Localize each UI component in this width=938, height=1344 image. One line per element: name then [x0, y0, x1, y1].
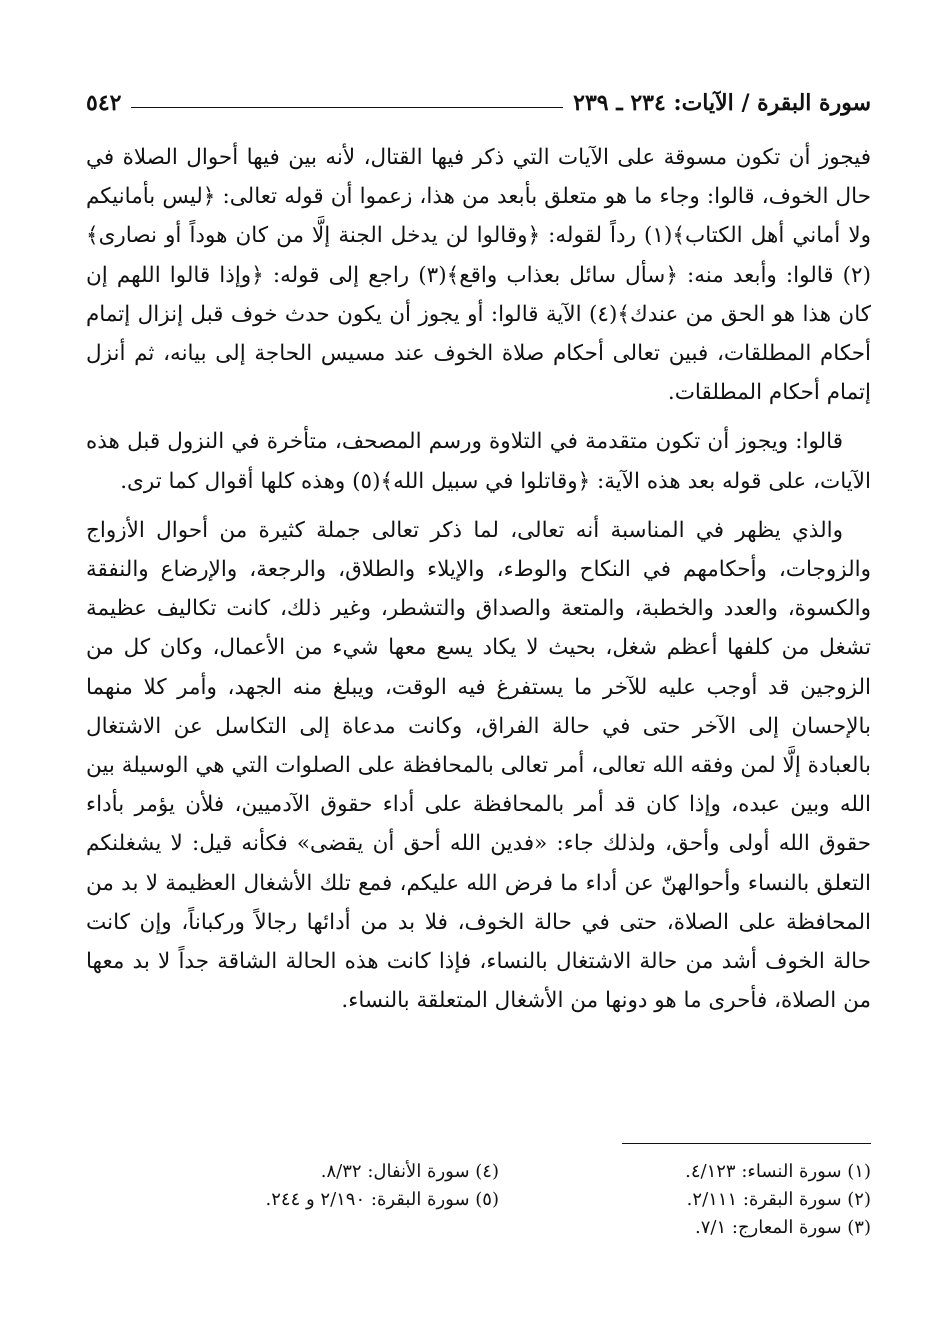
- page-number: ٥٤٢: [86, 90, 122, 116]
- header-rule: [131, 107, 563, 108]
- footnote: (٥) سورة البقرة: ٢/١٩٠ و ٢٤٤.: [265, 1189, 499, 1210]
- paragraph: فيجوز أن تكون مسوقة على الآيات التي ذكر فيها القتال، لأنه بين فيها أحوال الصلاة في حال الخوف، قالوا: وجاء ما هو متعلق بأبعد من هذا، زعموا أن قوله تعالى: ﴿ليس بأمانيكم ولا أماني أهل الكتاب﴾(١) رداً لقوله: ﴿وقالوا لن يدخل الجنة إلَّا من كان هوداً أو نصارى﴾(٢) قالوا: وأبعد منه: ﴿سأل سائل بعذاب واقع﴾(٣) راجع إلى قوله: ﴿وإذا قالوا اللهم إن كان هذا هو الحق من عندك﴾(٤) الآية قالوا: أو يجوز أن يكون حدث خوف قبل إنزال إتمام أحكام المطلقات، فبين تعالى أحكام صلاة الخوف عند مسيس الحاجة إلى بيانه، ثم أنزل إتمام أحكام المطلقات.: [86, 145, 872, 406]
- paragraph: والذي يظهر في المناسبة أنه تعالى، لما ذكر تعالى جملة كثيرة من أحوال الأزواج والزوجات، وأحكامهم في النكاح والوطء، والإيلاء والطلاق، والرجعة، والإرضاع والنفقة والكسوة، والعدد والخطبة، والمتعة والصداق والتشطر، وغير ذلك، كانت تكاليف عظيمة تشغل من كلفها أعظم شغل، بحيث لا يكاد يسع معها شيء من الأعمال، وكان كل من الزوجين قد أوجب عليه للآخر ما يستفرغ فيه الوقت، ويبلغ منه الجهد، وأمر كلا منهما بالإحسان إلى الآخر حتى في حالة الفراق، وكانت مدعاة إلى التكاسل عن الاشتغال بالعبادة إلَّا لمن وفقه الله تعالى، أمر تعالى بالمحافظة على الصلوات التي هي الوسيلة بين الله وبين عبده، وإذا كان قد أمر بالمحافظة على أداء حقوق الآدميين، فلأن يؤمر بأداء حقوق الله أولى وأحق، ولذلك جاء: «فدين الله أحق أن يقضى» فكأنه قيل: لا يشغلنكم التعلق بالنساء وأحوالهنّ عن أداء ما فرض الله عليكم، فمع تلك الأشغال العظيمة لا بد من المحافظة على الصلاة، حتى في حالة الخوف، فلا بد من أدائها رجالاً وركباناً، وإن كانت حالة الخوف أشد من حالة الاشتغال بالنساء، فإذا كانت هذه الحالة الشاقة جداً لا بد معها من الصلاة، فأحرى ما هو دونها من الأشغال المتعلقة بالنساء.: [86, 517, 871, 1014]
- body-text: [86, 138, 871, 1030]
- footnote-column-right: [631, 1158, 871, 1242]
- paragraph: قالوا: ويجوز أن تكون متقدمة في التلاوة ورسم المصحف، متأخرة في النزول قبل هذه الآيات، على قوله بعد هذه الآية: ﴿وقاتلوا في سبيل الله﴾(٥) وهذه كلها أقوال كما ترى.: [86, 429, 871, 494]
- page-header: [86, 76, 871, 116]
- footnote: (٤) سورة الأنفال: ٨/٣٢.: [320, 1161, 499, 1182]
- footnote: (٢) سورة البقرة: ٢/١١١.: [686, 1189, 871, 1210]
- footnote-column-left: [199, 1158, 499, 1214]
- running-title: سورة البقرة / الآيات: ٢٣٤ ـ ٢٣٩: [573, 90, 871, 116]
- footnote: (١) سورة النساء: ٤/١٢٣.: [685, 1161, 871, 1182]
- footnote: (٣) سورة المعارج: ٧/١.: [695, 1217, 871, 1238]
- footnote-rule: [622, 1143, 871, 1144]
